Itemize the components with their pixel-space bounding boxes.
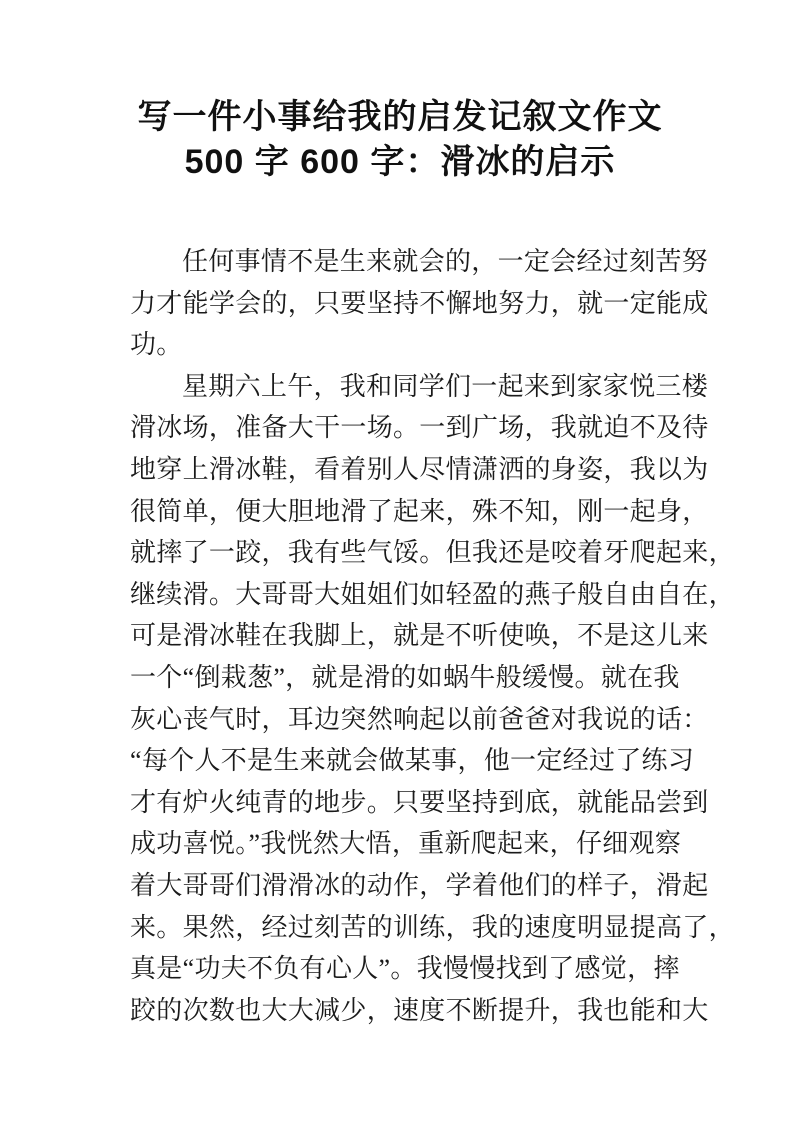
paragraph-line: 滑冰场，准备大干一场。一到广场，我就迫不及待 <box>130 413 709 443</box>
paragraph-line: 力才能学会的，只要坚持不懈地努力，就一定能成 <box>130 288 709 318</box>
paragraph-line: 着大哥哥们滑滑冰的动作，学着他们的样子，滑起 <box>130 870 709 900</box>
paragraph-line: 成功喜悦。”我恍然大悟，重新爬起来，仔细观察 <box>130 829 682 859</box>
paragraph-line: 任何事情不是生来就会的，一定会经过刻苦努 <box>182 247 709 276</box>
paragraph-line: 才有炉火纯青的地步。只要坚持到底，就能品尝到 <box>130 787 709 817</box>
title-line-1: 写一件小事给我的启发记叙文作文 <box>137 98 663 136</box>
paragraph-line: 可是滑冰鞋在我脚上，就是不听使唤，不是这儿来 <box>130 621 709 651</box>
title-line-2: 500 字 600 字：滑冰的启示 <box>184 143 616 181</box>
paragraph-line: 星期六上午，我和同学们一起来到家家悦三楼 <box>182 371 709 401</box>
paragraph-line: 就摔了一跤，我有些气馁。但我还是咬着牙爬起来， <box>130 538 735 568</box>
paragraph-line: 继续滑。大哥哥大姐姐们如轻盈的燕子般自由自在， <box>130 579 735 609</box>
paragraph-line: 真是“功夫不负有心人”。我慢慢找到了感觉，摔 <box>130 954 680 984</box>
paragraph-line: “每个人不是生来就会做某事，他一定经过了练习 <box>130 746 695 776</box>
paragraph-line: 地穿上滑冰鞋，看着别人尽情潇洒的身姿，我以为 <box>130 454 709 484</box>
paragraph-line: 跤的次数也大大减少，速度不断提升，我也能和大 <box>130 995 709 1025</box>
document-body <box>130 241 770 1031</box>
paragraph-line: 来。果然，经过刻苦的训练，我的速度明显提高了， <box>130 912 735 942</box>
paragraph-line: 一个“倒栽葱”，就是滑的如蜗牛般缓慢。就在我 <box>130 662 680 692</box>
document-title <box>0 95 800 185</box>
paragraph-line: 灰心丧气时，耳边突然响起以前爸爸对我说的话： <box>130 704 709 734</box>
paragraph-line: 很简单，便大胆地滑了起来，殊不知，刚一起身， <box>130 496 709 526</box>
paragraph-line: 功。 <box>130 330 183 360</box>
